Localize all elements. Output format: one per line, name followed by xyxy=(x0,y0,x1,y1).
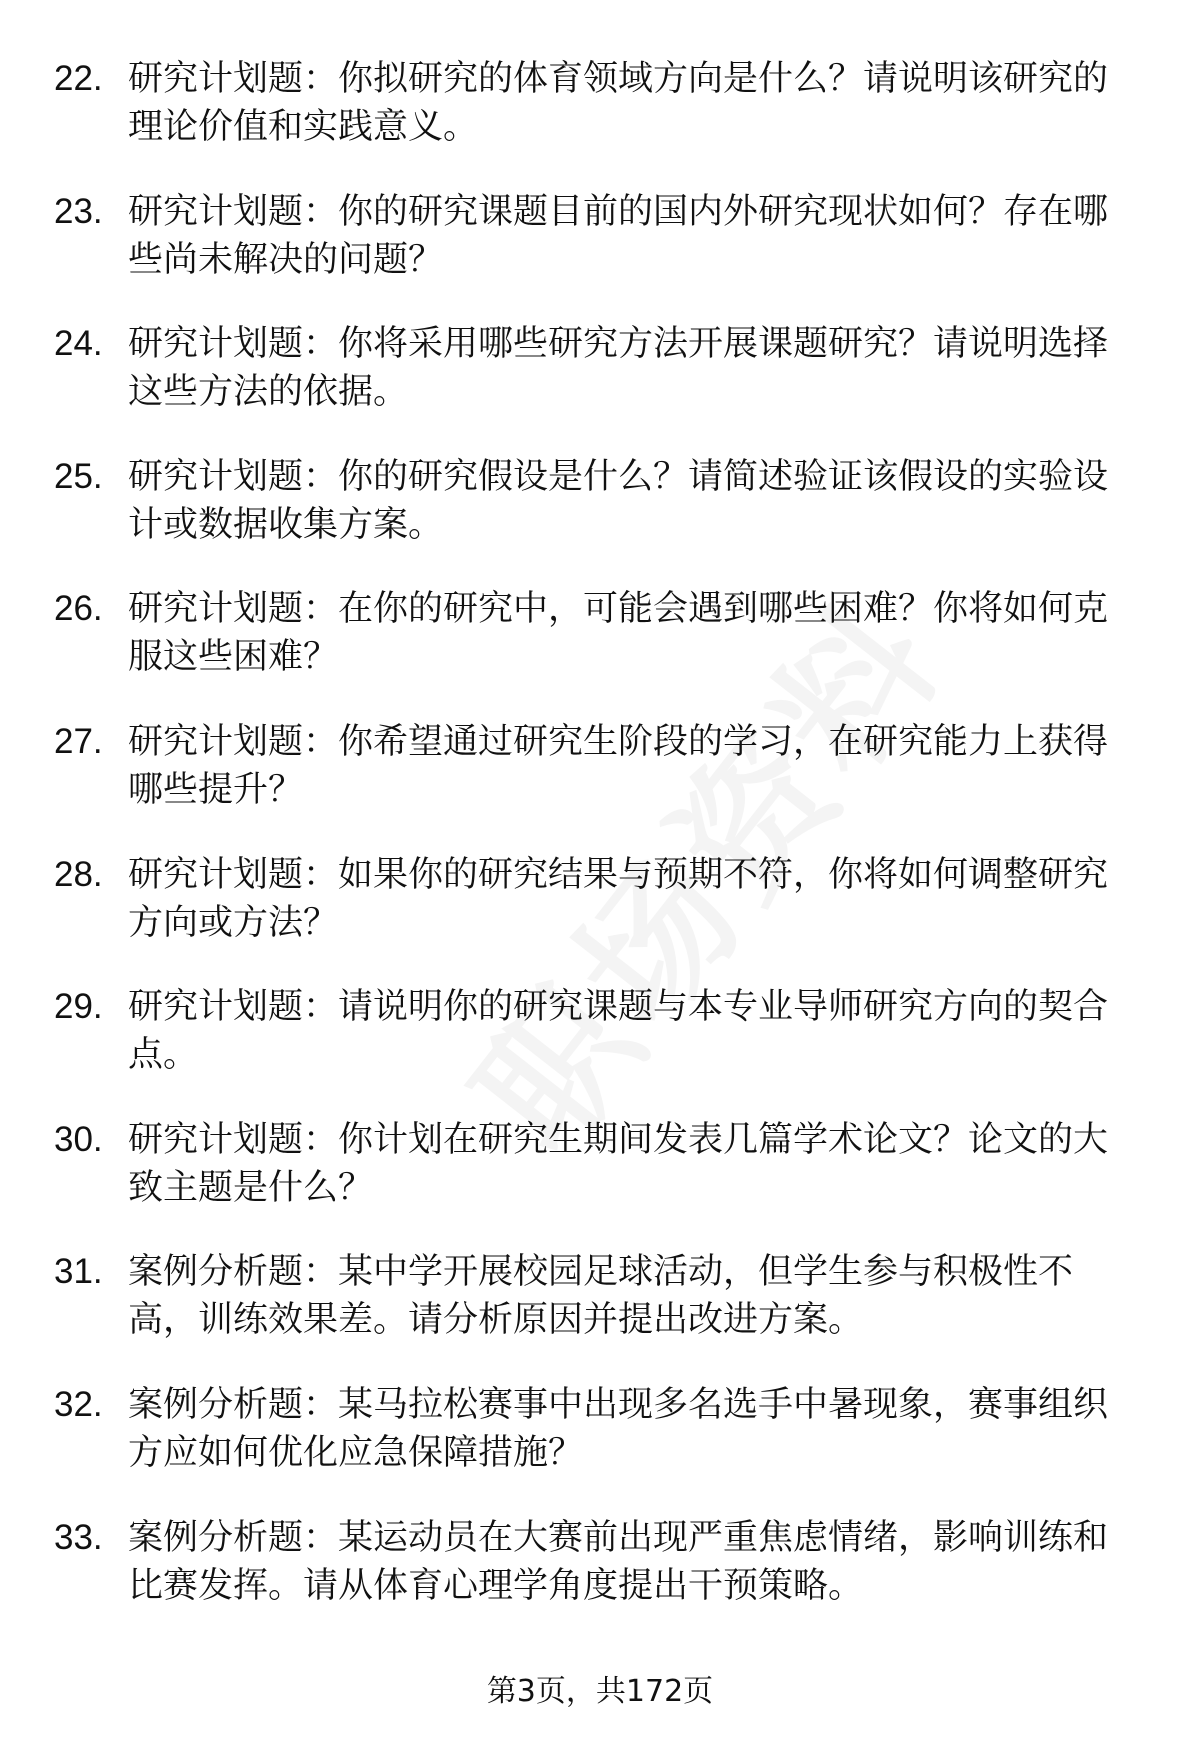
question-line-1: 研究计划题：你希望通过研究生阶段的学习，在研究能力上获得 xyxy=(128,721,1109,762)
question-text xyxy=(128,453,1138,549)
question-number: 29. xyxy=(54,987,103,1027)
question-line-1: 研究计划题：你将采用哪些研究方法开展课题研究？请说明选择 xyxy=(128,324,1109,365)
question-item-23 xyxy=(0,188,1200,321)
question-line-1: 研究计划题：你计划在研究生期间发表几篇学术论文？论文的大 xyxy=(128,1119,1109,1160)
question-text xyxy=(128,55,1138,151)
question-item-30 xyxy=(0,1116,1200,1249)
question-line-2: 这些方法的依据。 xyxy=(128,372,409,413)
question-item-32 xyxy=(0,1381,1200,1514)
question-number: 24. xyxy=(54,324,103,364)
question-line-2: 哪些提升？ xyxy=(128,769,304,810)
question-line-1: 研究计划题：如果你的研究结果与预期不符，你将如何调整研究 xyxy=(128,854,1109,895)
question-text xyxy=(128,1381,1138,1477)
question-text xyxy=(128,983,1138,1079)
question-line-1: 研究计划题：你拟研究的体育领域方向是什么？请说明该研究的 xyxy=(128,59,1109,99)
question-item-27 xyxy=(0,718,1200,851)
question-number: 22. xyxy=(54,59,103,98)
question-number: 27. xyxy=(54,721,103,761)
question-line-2: 理论价值和实践意义。 xyxy=(128,107,479,147)
question-line-1: 研究计划题：你的研究课题目前的国内外研究现状如何？存在哪 xyxy=(128,191,1109,232)
page-number-label: 第3页，共172页 xyxy=(486,1674,714,1709)
question-item-33 xyxy=(0,1514,1200,1647)
question-line-1: 研究计划题：请说明你的研究课题与本专业导师研究方向的契合 xyxy=(128,987,1109,1028)
question-item-29 xyxy=(0,983,1200,1116)
question-number: 32. xyxy=(54,1384,103,1424)
question-text xyxy=(128,1116,1138,1212)
question-line-2: 服这些困难？ xyxy=(128,637,339,678)
question-line-2: 高，训练效果差。请分析原因并提出改进方案。 xyxy=(128,1300,864,1341)
question-text xyxy=(128,188,1138,284)
question-text xyxy=(128,718,1138,814)
question-line-2: 比赛发挥。请从体育心理学角度提出干预策略。 xyxy=(128,1565,864,1606)
question-number: 30. xyxy=(54,1119,103,1159)
question-line-2: 方应如何优化应急保障措施？ xyxy=(128,1432,584,1473)
question-number: 23. xyxy=(54,191,103,231)
question-line-2: 点。 xyxy=(128,1035,199,1076)
question-text xyxy=(128,585,1138,681)
question-number: 31. xyxy=(54,1252,103,1292)
question-number: 26. xyxy=(54,589,103,629)
question-text xyxy=(128,851,1138,947)
question-item-31 xyxy=(0,1248,1200,1381)
question-item-22 xyxy=(0,55,1200,188)
question-line-2: 计或数据收集方案。 xyxy=(128,504,444,545)
question-text xyxy=(128,1248,1138,1344)
question-line-1: 研究计划题：你的研究假设是什么？请简述验证该假设的实验设 xyxy=(128,456,1109,497)
question-line-1: 案例分析题：某中学开展校园足球活动，但学生参与积极性不 xyxy=(128,1252,1074,1293)
question-text xyxy=(128,320,1138,416)
question-text xyxy=(128,1514,1138,1610)
question-line-1: 案例分析题：某运动员在大赛前出现严重焦虑情绪，影响训练和 xyxy=(128,1517,1109,1558)
question-item-26 xyxy=(0,585,1200,718)
question-line-1: 案例分析题：某马拉松赛事中出现多名选手中暑现象，赛事组织 xyxy=(128,1384,1109,1425)
question-line-2: 致主题是什么？ xyxy=(128,1167,374,1208)
question-list xyxy=(0,55,1200,1646)
question-number: 28. xyxy=(54,854,103,894)
question-number: 25. xyxy=(54,456,103,496)
question-line-2: 些尚未解决的问题？ xyxy=(128,239,444,280)
question-item-24 xyxy=(0,320,1200,453)
question-line-2: 方向或方法？ xyxy=(128,902,339,943)
question-item-25 xyxy=(0,453,1200,586)
question-item-28 xyxy=(0,851,1200,984)
question-number: 33. xyxy=(54,1517,103,1557)
question-line-1: 研究计划题：在你的研究中，可能会遇到哪些困难？你将如何克 xyxy=(128,589,1109,630)
page-footer xyxy=(0,1672,1200,1712)
